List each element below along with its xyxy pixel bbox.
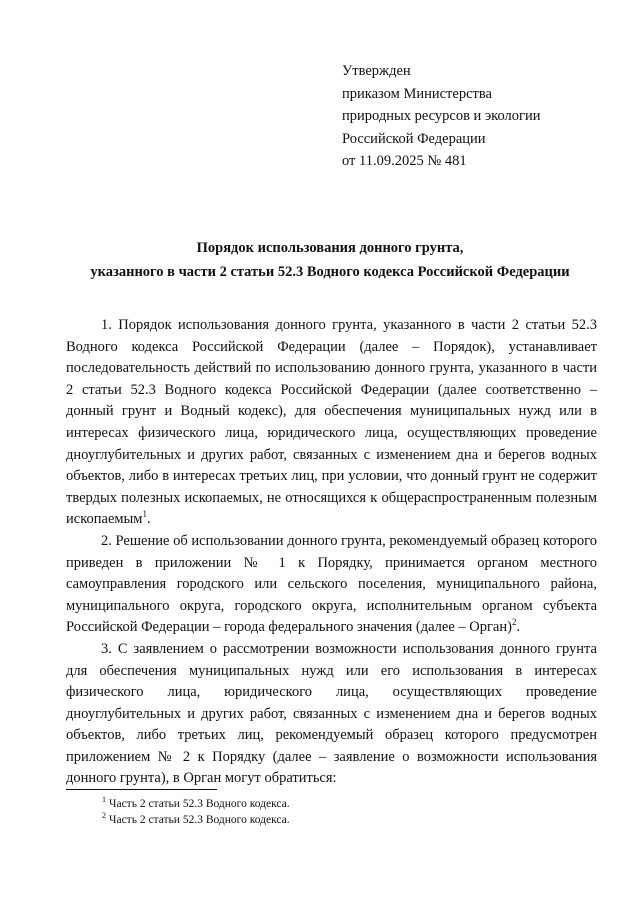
- paragraph-3-text: 3. С заявлением о рассмотрении возможности использования донного грунта для обеспечения муниципальных нужд или его использования в интересах физического лица, юридического лица, осуществляющих проведение дноуглубительных и других работ, связанных с изменением дна и берегов водных объектов, либо третьих лиц, рекомендуемый образец которого предусмотрен приложением № 2 к Порядку (далее – заявление о возможности использования донного грунта), в Орган могут обратиться:: [66, 640, 597, 787]
- paragraph-1-end: .: [146, 511, 151, 528]
- approval-line: Российской Федерации: [342, 130, 486, 147]
- paragraph-2-end: .: [516, 619, 521, 636]
- approval-line: приказом Министерства: [342, 85, 492, 102]
- title-line-2: указанного в части 2 статьи 52.3 Водного кодекса Российской Федерации: [90, 264, 570, 280]
- paragraph-1-text: 1. Порядок использования донного грунта, указанного в части 2 статьи 52.3 Водного кодекса Российской Федерации (далее – Порядок), устанавливает последовательность действий по использованию донного грунта, указанного в части 2 статьи 52.3 Водного кодекса Российской Федерации (далее соответственно – донный грунт и Водный кодекс), для обеспечения муниципальных нужд или в интересах физического лица, юридического лица, осуществляющих проведение дноуглубительных и других работ, связанных с изменением дна и берегов водных объектов, либо в интересах третьих лиц, при условии, что донный грунт не содержит твердых полезных ископаемых, не относящихся к общераспространенным полезным ископаемым: [66, 317, 597, 528]
- paragraph-1: [66, 315, 597, 531]
- approval-line: природных ресурсов и экологии: [342, 108, 541, 124]
- title-line-1: Порядок использования донного грунта,: [196, 240, 464, 256]
- document-title: [40, 236, 620, 284]
- footnote-ref-1[interactable]: 1: [142, 509, 147, 520]
- footnote-2-text: Часть 2 статьи 52.3 Водного кодекса.: [109, 814, 290, 826]
- footnote-1: [102, 796, 290, 812]
- footnote-2: [102, 812, 290, 828]
- footnote-1-text: Часть 2 статьи 52.3 Водного кодекса.: [109, 798, 290, 810]
- approval-date-number: от 11.09.2025 № 481: [342, 153, 467, 169]
- paragraph-3: [66, 639, 597, 790]
- footnotes: [102, 796, 290, 828]
- footnote-1-number: 1: [102, 795, 106, 805]
- footnote-2-number: 2: [102, 811, 106, 821]
- approval-line: Утвержден: [342, 63, 411, 79]
- footnote-separator: [66, 789, 217, 790]
- footnote-ref-2[interactable]: 2: [511, 617, 517, 628]
- paragraph-2: [66, 531, 597, 639]
- approval-stamp: [342, 60, 540, 173]
- document-body: [66, 315, 597, 790]
- paragraph-2-text: 2. Решение об использовании донного грунта, рекомендуемый образец которого приведен в приложении № 1 к Порядку, принимается органом местного самоуправления городского или сельского поселения, муниципального района, муниципального округа, городского округа, исполнительным органом субъекта Российской Федерации – города федерального значения (далее – Орган): [66, 532, 597, 636]
